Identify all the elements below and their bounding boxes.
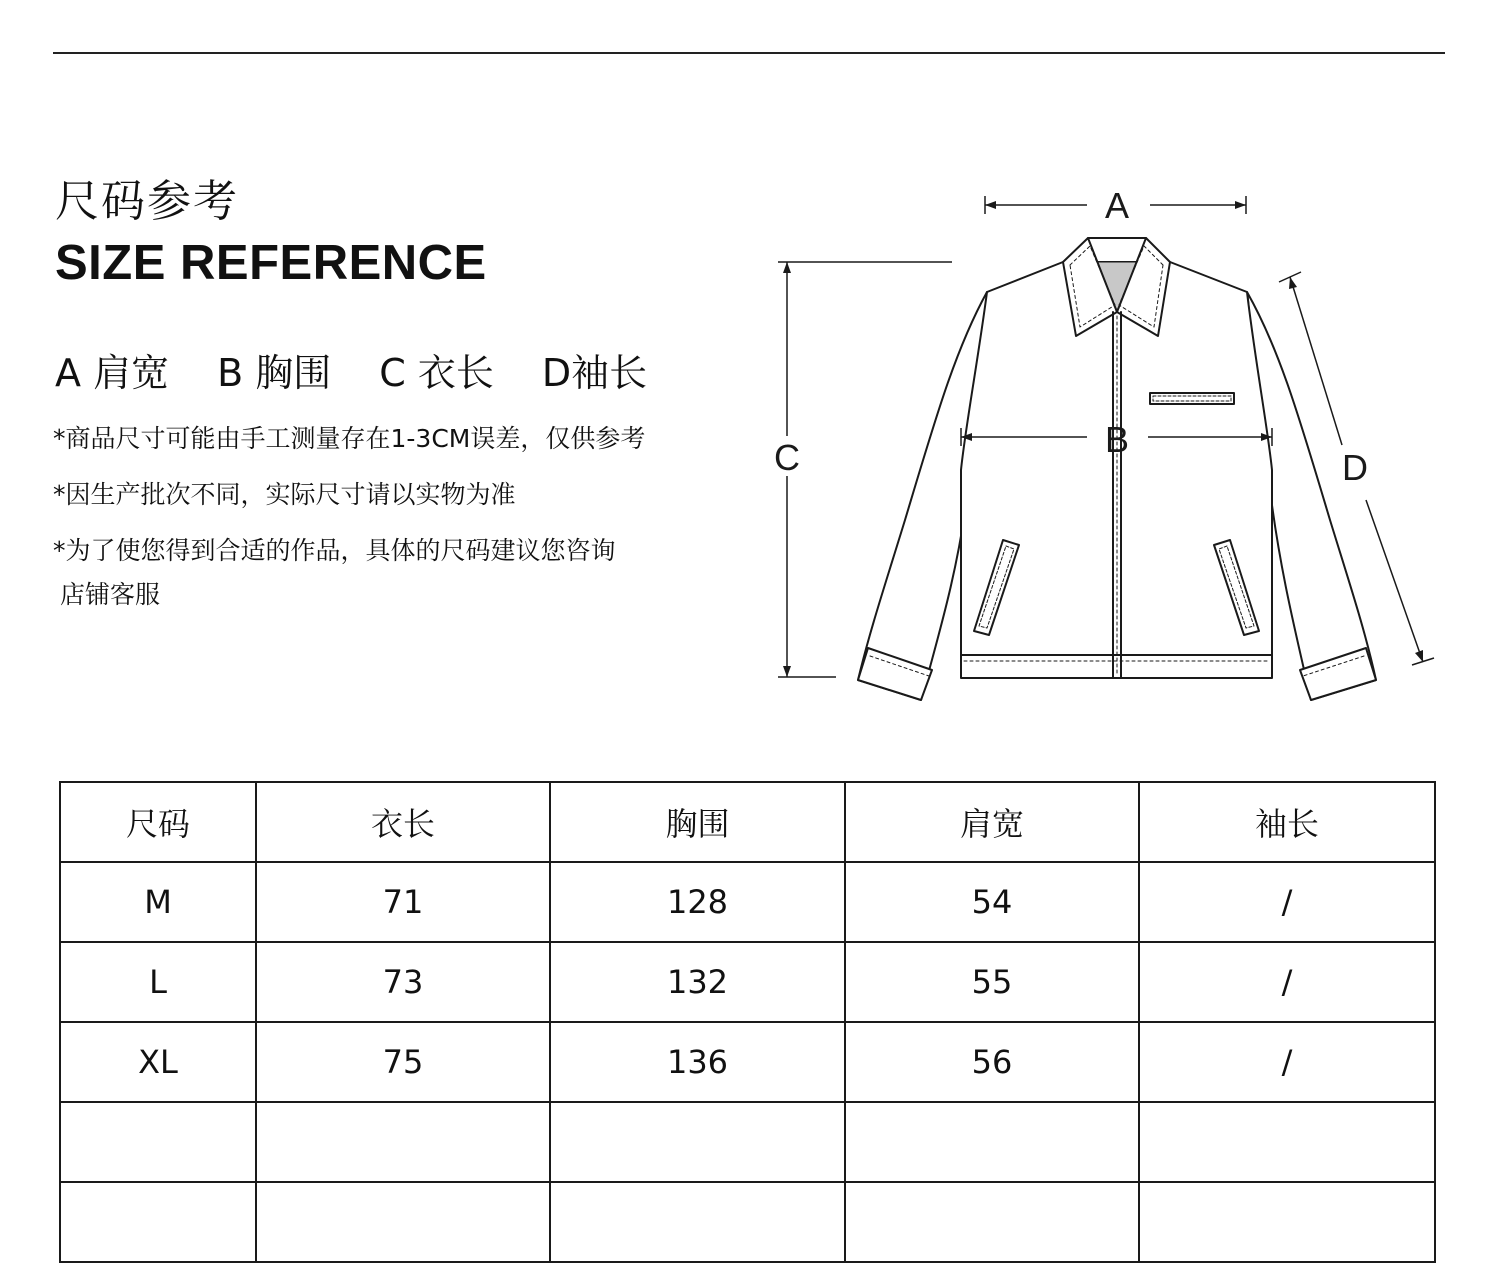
label-a: A <box>1104 185 1130 226</box>
title-chinese: 尺码参考 <box>55 176 239 227</box>
note-consult-service: 店铺客服 <box>60 580 161 609</box>
label-c: C <box>774 437 800 478</box>
cell-size <box>60 1182 256 1262</box>
cell-shoulder <box>845 1102 1139 1182</box>
note-measurement-error: *商品尺寸可能由手工测量存在1-3CM误差，仅供参考 <box>53 424 646 453</box>
table-row <box>60 942 1435 1022</box>
top-divider <box>53 52 1445 54</box>
size-table <box>59 781 1436 1263</box>
cell-shoulder: 56 <box>845 1022 1139 1102</box>
header-size: 尺码 <box>60 782 256 862</box>
cell-sleeve: / <box>1139 942 1435 1022</box>
cell-sleeve <box>1139 1102 1435 1182</box>
jacket-flat-sketch-icon <box>858 238 1376 700</box>
cell-chest: 132 <box>550 942 845 1022</box>
header-shoulder: 肩宽 <box>845 782 1139 862</box>
header-sleeve: 袖长 <box>1139 782 1435 862</box>
table-row <box>60 1182 1435 1262</box>
cell-chest <box>550 1102 845 1182</box>
label-d: D <box>1342 447 1368 488</box>
table-row <box>60 1102 1435 1182</box>
cell-length: 75 <box>256 1022 550 1102</box>
legend-item-b: B 胸围 <box>217 351 332 395</box>
cell-size <box>60 1102 256 1182</box>
cell-chest: 136 <box>550 1022 845 1102</box>
cell-sleeve <box>1139 1182 1435 1262</box>
table-row <box>60 862 1435 942</box>
legend-item-d: D袖长 <box>541 351 648 395</box>
label-b: B <box>1104 419 1130 460</box>
cell-sleeve: / <box>1139 1022 1435 1102</box>
measurement-legend <box>55 342 647 397</box>
cell-chest: 128 <box>550 862 845 942</box>
cell-chest <box>550 1182 845 1262</box>
title-english: SIZE REFERENCE <box>55 236 487 290</box>
legend-item-a: A 肩宽 <box>55 351 170 395</box>
cell-size: XL <box>60 1022 256 1102</box>
legend-item-c: C 衣长 <box>379 351 494 395</box>
cell-shoulder <box>845 1182 1139 1262</box>
table-header-row <box>60 782 1435 862</box>
cell-size: M <box>60 862 256 942</box>
cell-sleeve: / <box>1139 862 1435 942</box>
header-chest: 胸围 <box>550 782 845 862</box>
cell-length: 71 <box>256 862 550 942</box>
cell-length <box>256 1182 550 1262</box>
jacket-diagram <box>760 170 1480 720</box>
cell-shoulder: 55 <box>845 942 1139 1022</box>
cell-length: 73 <box>256 942 550 1022</box>
header-length: 衣长 <box>256 782 550 862</box>
note-consult-advice: *为了使您得到合适的作品，具体的尺码建议您咨询 <box>53 536 616 565</box>
table-row <box>60 1022 1435 1102</box>
cell-size: L <box>60 942 256 1022</box>
cell-length <box>256 1102 550 1182</box>
cell-shoulder: 54 <box>845 862 1139 942</box>
note-batch-difference: *因生产批次不同，实际尺寸请以实物为准 <box>53 480 516 509</box>
